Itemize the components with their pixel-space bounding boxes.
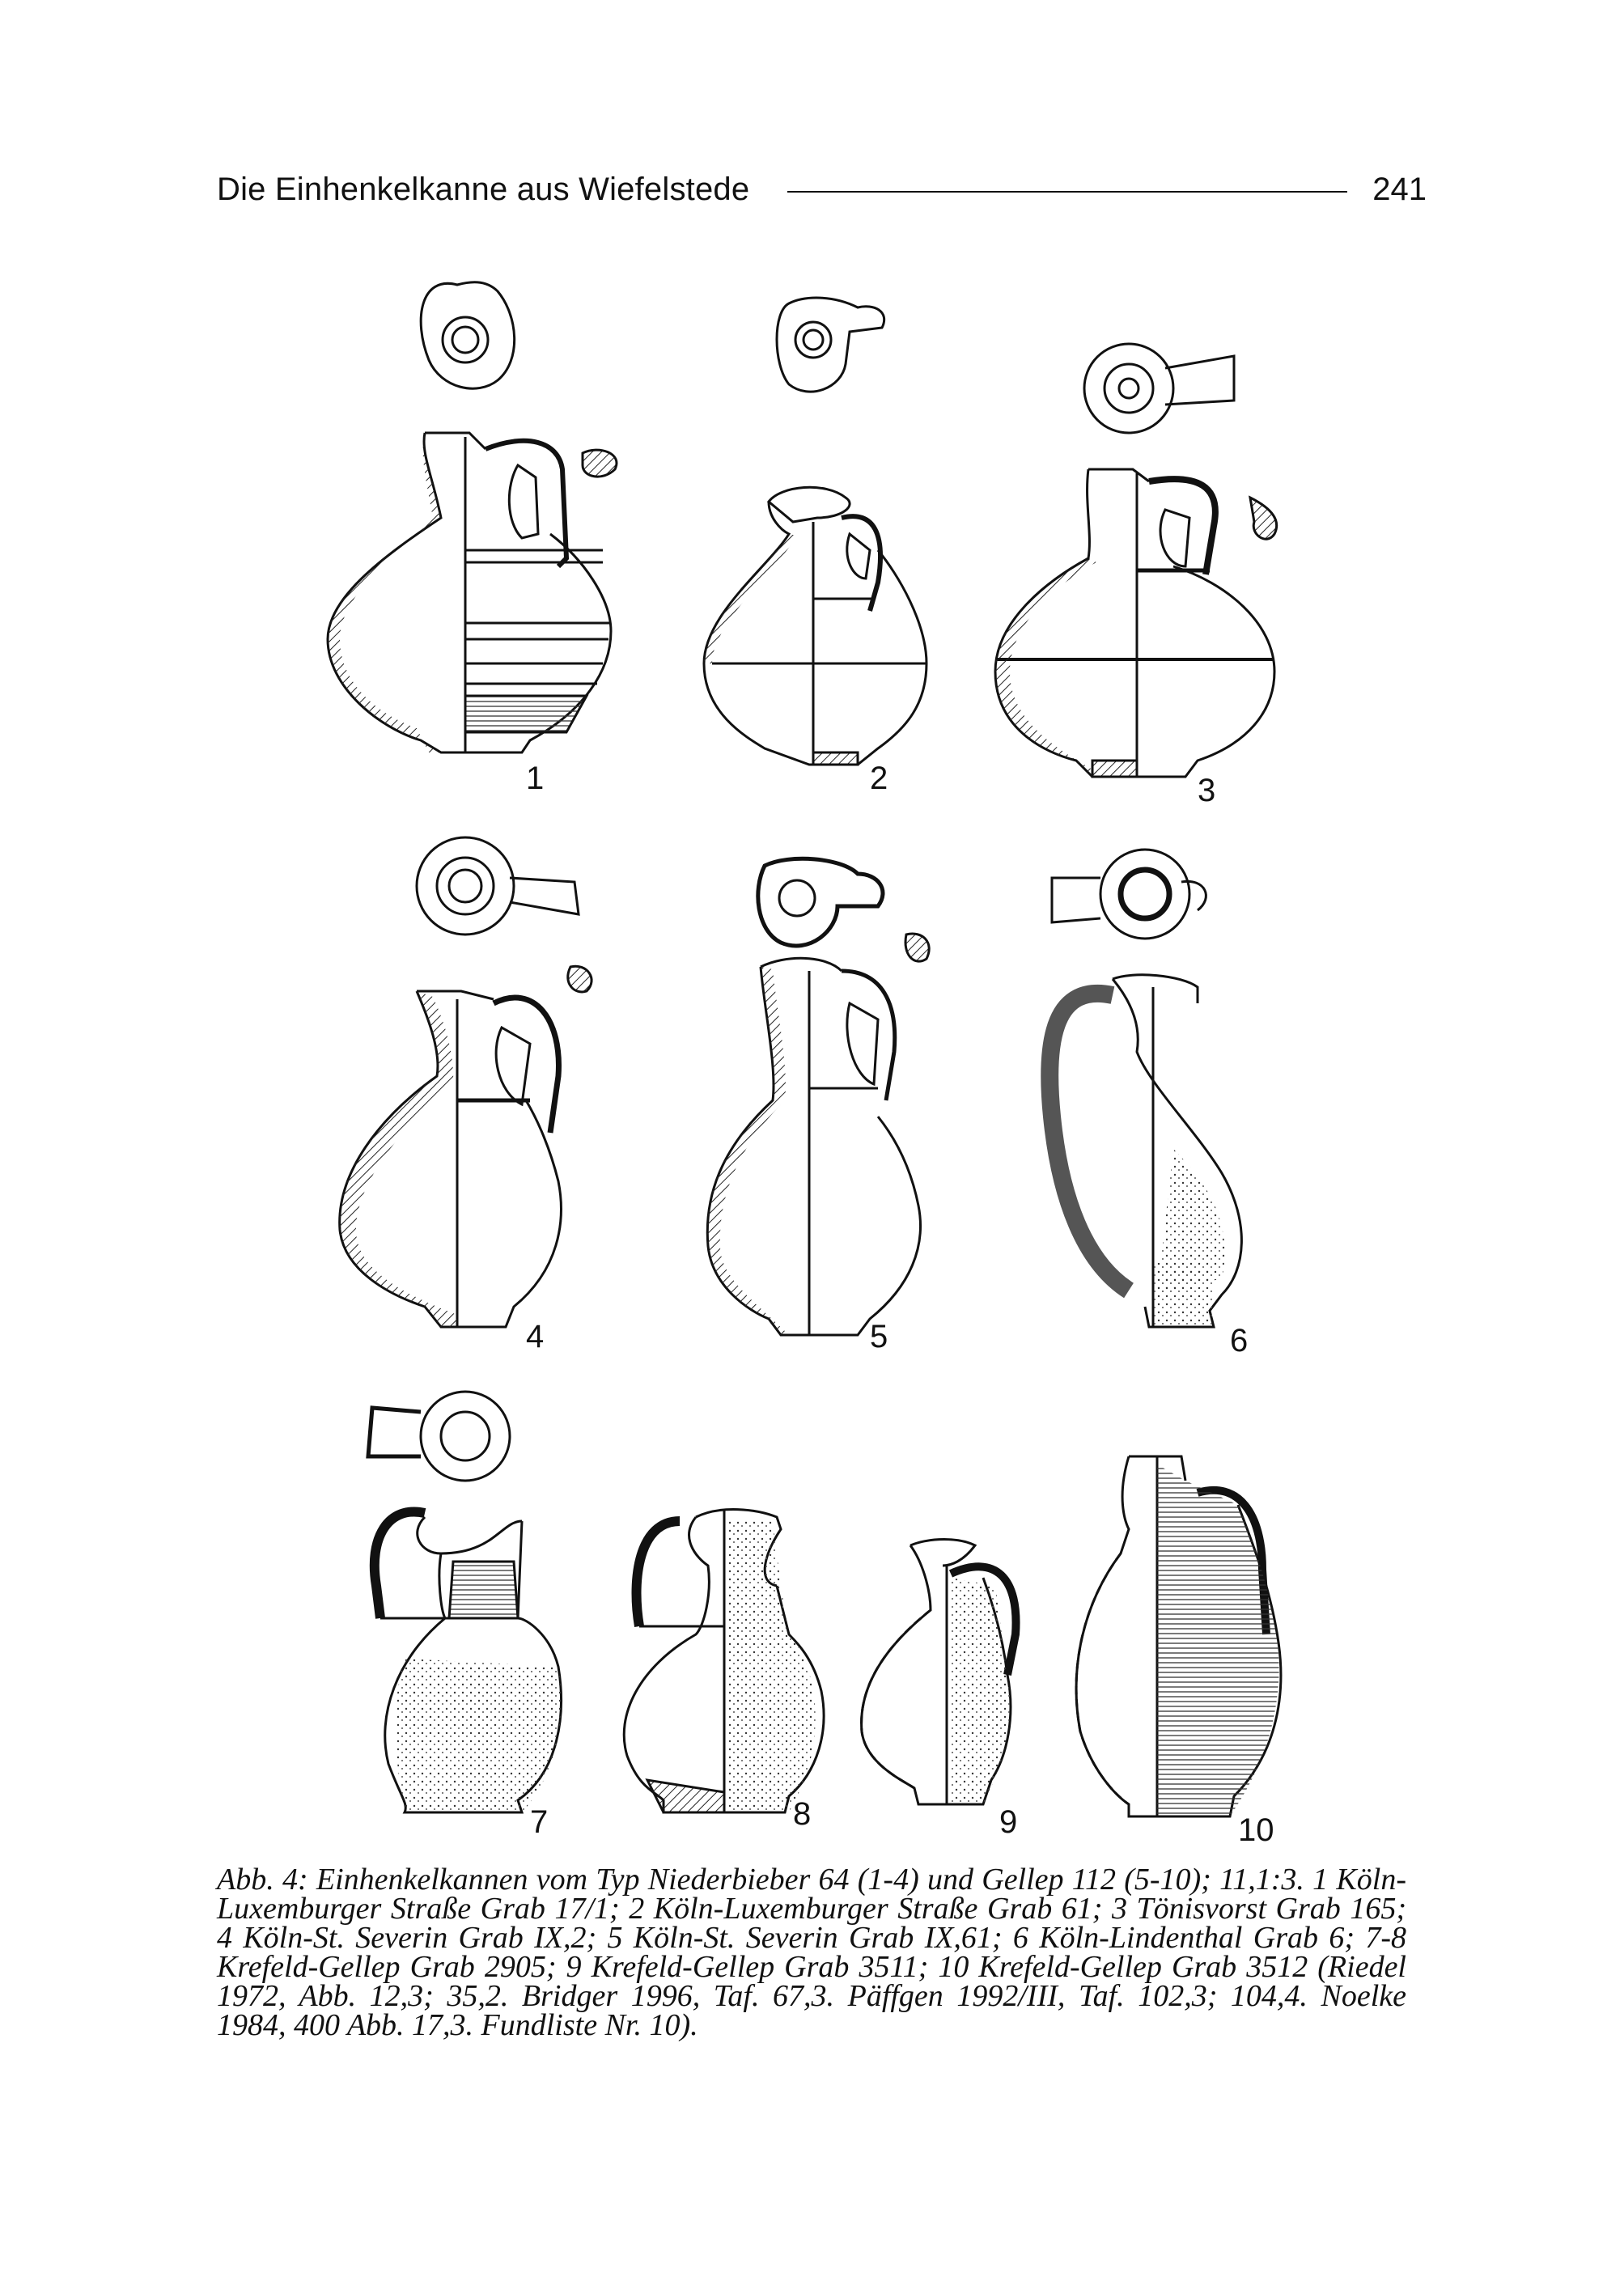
- figure-caption: Abb. 4: Einhenkelkannen vom Typ Niederbieber 64 (1-4) und Gellep 112 (5-10); 11,1:3. 1 Köln-Luxemburger Straße Grab 17/1; 2 Köln-Luxemburger Straße Grab 61; 3 Tönisvorst Grab 165; 4 Köln-St. Severin Grab IX,2; 5 Köln-St. Severin Grab IX,61; 6 Köln-Lindenthal Grab 6; 7-8 Krefeld-Gellep Grab 2905; 9 Krefeld-Gellep Grab 3511; 10 Krefeld-Gellep Grab 3512 (Riedel 1972, Abb. 12,3; 35,2. Bridger 1996, Taf. 67,3. Päffgen 1992/III, Taf. 102,3; 104,4. Noelke 1984, 400 Abb. 17,3. Fundliste Nr. 10).: [217, 1863, 1406, 2042]
- running-title: Die Einhenkelkanne aus Wiefelstede: [217, 172, 750, 207]
- figure-number-6: 6: [1230, 1323, 1249, 1358]
- figure-number-10: 10: [1238, 1812, 1274, 1848]
- vessel-2-drawing: [704, 298, 926, 765]
- figure-number-5: 5: [870, 1319, 888, 1354]
- vessel-8-drawing: [624, 1509, 824, 1812]
- figure-number-4: 4: [526, 1319, 545, 1354]
- figure-number-1: 1: [526, 761, 545, 796]
- vessel-6-drawing: [1049, 850, 1241, 1327]
- vessel-10-drawing: [1076, 1456, 1281, 1816]
- figure-number-3: 3: [1198, 773, 1216, 808]
- figure-number-2: 2: [870, 761, 888, 796]
- figure-number-8: 8: [793, 1796, 812, 1832]
- figure-number-9: 9: [999, 1804, 1018, 1840]
- figure-number-7: 7: [530, 1804, 549, 1840]
- page-number: 241: [1372, 172, 1427, 207]
- vessel-1-drawing: [328, 282, 617, 752]
- vessel-5-drawing: [707, 858, 929, 1335]
- vessel-9-drawing: [862, 1540, 1016, 1805]
- vessel-7-drawing: [368, 1392, 562, 1812]
- vessel-3-drawing: [995, 344, 1277, 777]
- vessel-4-drawing: [340, 837, 592, 1327]
